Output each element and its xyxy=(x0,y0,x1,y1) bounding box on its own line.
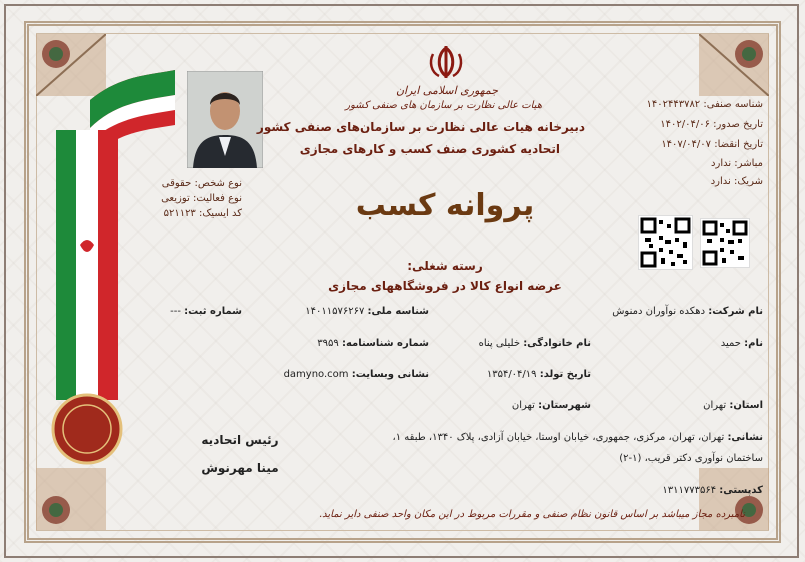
company-field: نام شرکت: دهکده نوآوران دمنوش xyxy=(612,306,763,317)
id-number-field: شماره شناسنامه: ۳۹۵۹ xyxy=(317,338,429,349)
issue-date: تاریخ صدور: ۱۴۰۲/۰۴/۰۶ xyxy=(660,119,763,130)
ministry-seal-icon xyxy=(50,392,124,466)
registration-field: شماره ثبت: --- xyxy=(170,306,242,317)
expiry-date: تاریخ انقضا: ۱۴۰۷/۰۴/۰۷ xyxy=(661,139,763,150)
license-id: شناسه صنفی: ۱۴۰۲۴۴۳۷۸۲ xyxy=(646,99,763,110)
isic-code: کد ایسیک: ۵۲۱۱۲۳ xyxy=(163,208,242,219)
address-line2: ساختمان نوآوری دکتر قریب، (۱-۲) xyxy=(619,453,763,464)
birth-date-field: تاریخ تولد: ۱۳۵۴/۰۴/۱۹ xyxy=(486,369,591,380)
name-field: نام: حمید xyxy=(720,338,763,349)
footer-note: نامبرده مجاز میباشد بر اساس قانون نظام صنفی و مقررات مربوط در این مکان واحد صنفی دایر نماید. xyxy=(318,509,745,520)
national-id-field: شناسه ملی: ۱۴۰۱۱۵۷۶۲۶۷ xyxy=(305,306,429,317)
postal-code-field: کدپستی: ۱۳۱۱۷۷۳۵۶۴ xyxy=(662,485,763,496)
union-title: اتحادیه کشوری صنف کسب و کارهای مجازی xyxy=(299,142,560,156)
address-field: نشانی: تهران، تهران، مرکزی، جمهوری، خیابان اوستا، خیابان آزادی، پلاک ۱۳۴۰، طبقه ۱، xyxy=(392,432,763,443)
family-field: نام خانوادگی: خلیلی پناه xyxy=(478,338,591,349)
page-title: پروانه کسب xyxy=(355,188,535,223)
header-line1: جمهوری اسلامی ایران xyxy=(395,84,499,97)
iran-emblem-icon xyxy=(427,44,465,80)
secretariat-title: دبیرخانه هیات عالی نظارت بر سازمان‌های صنفی کشور xyxy=(256,120,585,134)
province-field: استان: تهران xyxy=(703,400,763,411)
partner: شریک: ندارد xyxy=(710,176,763,187)
holder-photo xyxy=(187,71,263,168)
operator: مباشر: ندارد xyxy=(711,158,763,169)
occupation-label: رسته شغلی: xyxy=(407,259,483,273)
header-line2: هیات عالی نظارت بر سازمان های صنفی کشور xyxy=(345,100,542,111)
occupation-value: عرضه انواع کالا در فروشگاههای مجازی xyxy=(328,279,562,293)
qr-code-2-icon xyxy=(700,218,750,268)
signature-name: مینا مهرنوش xyxy=(201,461,279,475)
website-field: نشانی وبسایت: damyno.com xyxy=(283,369,429,380)
corner-ornament-top-right xyxy=(699,34,769,96)
person-type: نوع شخص: حقوقی xyxy=(161,178,242,189)
qr-code-1-icon xyxy=(638,215,693,270)
flag-ribbon-icon xyxy=(50,70,180,410)
signature-role: رئیس اتحادیه xyxy=(201,433,279,447)
activity-type: نوع فعالیت: توزیعی xyxy=(161,193,242,204)
corner-ornament-bottom-right xyxy=(699,468,769,530)
city-field: شهرستان: تهران xyxy=(511,400,591,411)
corner-ornament-bottom-left xyxy=(36,468,106,530)
